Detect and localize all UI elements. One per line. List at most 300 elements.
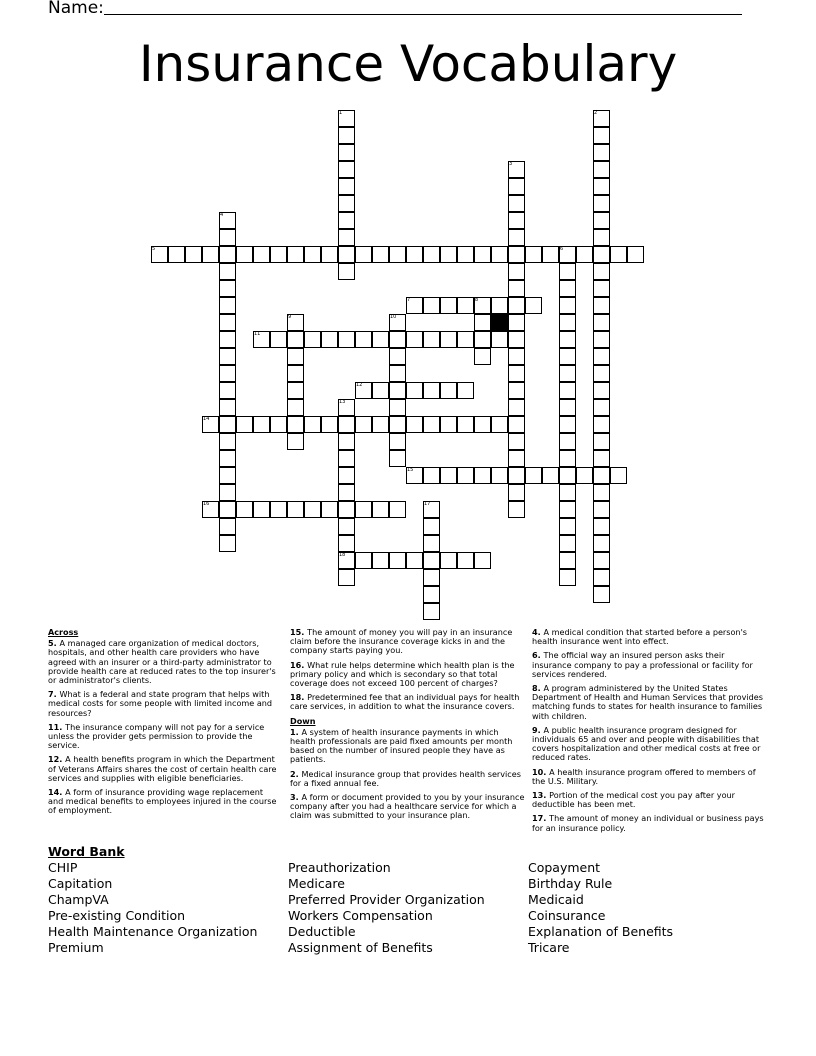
crossword-cell[interactable]	[508, 178, 525, 195]
word-bank-item: Deductible	[288, 924, 356, 939]
crossword-cell[interactable]	[202, 246, 219, 263]
crossword-cell[interactable]	[457, 246, 474, 263]
page-title: Insurance Vocabulary	[138, 35, 678, 93]
clue-number: 10	[390, 314, 397, 320]
crossword-cell[interactable]	[508, 450, 525, 467]
crossword-cell[interactable]	[423, 603, 440, 620]
clue-item-text: The official way an insured person asks their insurance company to pay a professional or facility for services rendered.	[532, 650, 753, 679]
crossword-cell[interactable]	[423, 331, 440, 348]
clues-column-3	[532, 628, 764, 838]
word-bank-item: Coinsurance	[528, 908, 606, 923]
black-cell	[491, 314, 508, 331]
crossword-cell[interactable]	[440, 382, 457, 399]
crossword-cell[interactable]	[219, 263, 236, 280]
clue-item-text: The amount of money you will pay in an insurance claim before the insurance coverage kicks in and the company starts paying you.	[290, 627, 513, 656]
crossword-cell[interactable]	[270, 246, 287, 263]
crossword-cell[interactable]	[389, 365, 406, 382]
crossword-cell[interactable]	[593, 467, 610, 484]
crossword-cell[interactable]	[389, 399, 406, 416]
crossword-cell[interactable]	[423, 416, 440, 433]
crossword-cell[interactable]	[168, 246, 185, 263]
crossword-cell[interactable]	[219, 433, 236, 450]
crossword-cell[interactable]	[389, 331, 406, 348]
crossword-cell[interactable]	[287, 331, 304, 348]
crossword-cell[interactable]	[219, 314, 236, 331]
crossword-cell[interactable]	[372, 382, 389, 399]
crossword-cell[interactable]	[287, 416, 304, 433]
crossword-cell[interactable]	[287, 246, 304, 263]
crossword-cell[interactable]	[559, 297, 576, 314]
crossword-cell[interactable]	[253, 246, 270, 263]
clue-item	[532, 726, 764, 763]
crossword-cell[interactable]	[219, 416, 236, 433]
crossword-cell[interactable]	[423, 382, 440, 399]
crossword-cell[interactable]	[304, 501, 321, 518]
clue-number: 8	[475, 297, 479, 303]
crossword-cell[interactable]	[474, 246, 491, 263]
clue-item-text: What rule helps determine which health plan is the primary policy and which is secondary so that total coverage does not exceed 100 percent of charges?	[290, 659, 515, 689]
crossword-cell[interactable]	[287, 348, 304, 365]
crossword-cell[interactable]	[372, 416, 389, 433]
crossword-cell[interactable]	[559, 518, 576, 535]
crossword-cell[interactable]	[525, 246, 542, 263]
crossword-cell[interactable]	[338, 127, 355, 144]
crossword-cell[interactable]	[559, 348, 576, 365]
clue-number: 1	[339, 110, 343, 116]
clue-item	[290, 661, 526, 689]
crossword-cell[interactable]	[508, 246, 525, 263]
crossword-cell[interactable]	[270, 331, 287, 348]
crossword-cell[interactable]	[338, 433, 355, 450]
crossword-cell[interactable]	[508, 331, 525, 348]
crossword-cell[interactable]	[321, 501, 338, 518]
crossword-cell[interactable]	[593, 127, 610, 144]
crossword-cell[interactable]	[593, 348, 610, 365]
clue-item-number: 17.	[532, 813, 550, 824]
crossword-cell[interactable]	[508, 399, 525, 416]
clue-item	[48, 690, 280, 718]
crossword-cell[interactable]	[627, 246, 644, 263]
crossword-cell[interactable]	[219, 331, 236, 348]
crossword-cell[interactable]	[389, 382, 406, 399]
crossword-cell[interactable]	[338, 467, 355, 484]
crossword-cell[interactable]	[372, 501, 389, 518]
word-bank-item: Medicare	[288, 876, 345, 891]
crossword-cell[interactable]	[219, 450, 236, 467]
crossword-cell[interactable]	[559, 263, 576, 280]
crossword-cell[interactable]	[338, 331, 355, 348]
word-bank-item: Copayment	[528, 860, 601, 875]
crossword-cell[interactable]	[508, 365, 525, 382]
word-bank-item: Medicaid	[528, 892, 584, 907]
word-bank-item: Birthday Rule	[528, 876, 613, 891]
clue-item-text: The insurance company will not pay for a service unless the provider gets permission to provide the service.	[48, 721, 265, 751]
clue-item	[290, 770, 526, 788]
crossword-cell[interactable]	[474, 416, 491, 433]
crossword-cell[interactable]	[559, 484, 576, 501]
clue-number: 9	[288, 314, 292, 320]
clue-item	[48, 723, 280, 751]
clue-item-number: 2.	[290, 768, 302, 779]
crossword-cell[interactable]	[389, 348, 406, 365]
clue-item-text: A health insurance program offered to members of the U.S. Military.	[532, 766, 756, 786]
crossword-cell[interactable]	[474, 348, 491, 365]
crossword-cell[interactable]	[423, 467, 440, 484]
crossword-cell[interactable]	[355, 501, 372, 518]
crossword-cell[interactable]	[219, 467, 236, 484]
crossword-cell[interactable]	[593, 229, 610, 246]
crossword-cell[interactable]	[593, 382, 610, 399]
crossword-cell[interactable]	[423, 297, 440, 314]
crossword-cell[interactable]	[508, 195, 525, 212]
crossword-cell[interactable]	[457, 382, 474, 399]
clue-item-text: A managed care organization of medical doctors, hospitals, and other health care providers who have agreed with an insurer or a third-party administrator to provide health care at reduced rates to the top insurer's or administrator's clients.	[48, 638, 276, 686]
crossword-cell[interactable]	[559, 280, 576, 297]
crossword-cell[interactable]	[338, 212, 355, 229]
crossword-cell[interactable]	[508, 314, 525, 331]
crossword-cell[interactable]	[372, 552, 389, 569]
clue-item-number: 7.	[48, 689, 60, 700]
crossword-cell[interactable]	[219, 535, 236, 552]
crossword-cell[interactable]	[508, 348, 525, 365]
crossword-cell[interactable]	[236, 246, 253, 263]
crossword-cell[interactable]	[525, 467, 542, 484]
crossword-cell[interactable]	[559, 501, 576, 518]
crossword-cell[interactable]	[491, 246, 508, 263]
clue-number: 13	[339, 399, 346, 405]
clue-number: 4	[220, 212, 224, 218]
crossword-cell[interactable]	[338, 501, 355, 518]
crossword-cell[interactable]	[508, 467, 525, 484]
crossword-cell[interactable]	[610, 246, 627, 263]
crossword-cell[interactable]	[508, 263, 525, 280]
crossword-cell[interactable]	[355, 246, 372, 263]
crossword-cell[interactable]	[270, 416, 287, 433]
crossword-cell[interactable]	[559, 569, 576, 586]
crossword-cell[interactable]	[542, 467, 559, 484]
crossword-cell[interactable]	[457, 331, 474, 348]
crossword-cell[interactable]	[593, 144, 610, 161]
crossword-cell[interactable]	[338, 178, 355, 195]
crossword-cell[interactable]	[576, 246, 593, 263]
crossword-cell[interactable]	[593, 399, 610, 416]
crossword-cell[interactable]	[593, 195, 610, 212]
crossword-cell[interactable]	[219, 365, 236, 382]
crossword-cell[interactable]	[491, 297, 508, 314]
crossword-cell[interactable]	[508, 229, 525, 246]
crossword-cell[interactable]	[253, 501, 270, 518]
clue-item	[532, 814, 764, 832]
clue-item	[48, 639, 280, 685]
clue-item-number: 4.	[532, 627, 544, 637]
crossword-cell[interactable]	[593, 450, 610, 467]
crossword-cell[interactable]	[219, 229, 236, 246]
crossword-cell[interactable]	[457, 467, 474, 484]
crossword-cell[interactable]	[593, 263, 610, 280]
crossword-cell[interactable]	[423, 552, 440, 569]
crossword-cell[interactable]	[423, 586, 440, 603]
crossword-cell[interactable]	[287, 382, 304, 399]
crossword-cell[interactable]	[219, 246, 236, 263]
crossword-cell[interactable]	[389, 433, 406, 450]
clue-item-number: 15.	[290, 627, 308, 637]
crossword-cell[interactable]	[270, 501, 287, 518]
crossword-cell[interactable]	[304, 246, 321, 263]
crossword-cell[interactable]	[287, 399, 304, 416]
clue-item-text: A public health insurance program designed for individuals 65 and over and people with disabilities that covers hospitalization and other medical costs at free or reduced rates.	[532, 724, 761, 763]
crossword-cell[interactable]	[576, 467, 593, 484]
crossword-cell[interactable]	[559, 433, 576, 450]
across-heading: Across	[48, 627, 79, 637]
crossword-cell[interactable]	[593, 518, 610, 535]
word-bank-item: Assignment of Benefits	[288, 940, 433, 955]
crossword-cell[interactable]	[338, 195, 355, 212]
crossword-cell[interactable]	[593, 161, 610, 178]
crossword-cell[interactable]	[610, 467, 627, 484]
clue-item-text: What is a federal and state program that helps with medical costs for some people with limited income and resources?	[48, 689, 273, 718]
crossword-cell[interactable]	[423, 569, 440, 586]
crossword-cell[interactable]	[593, 178, 610, 195]
crossword-cell[interactable]	[542, 246, 559, 263]
clue-item	[532, 791, 764, 809]
crossword-cell[interactable]	[440, 331, 457, 348]
crossword-cell[interactable]	[338, 161, 355, 178]
clue-item-text: A form of insurance providing wage replacement and medical benefits to employees injured in the course of employment.	[48, 787, 277, 816]
word-bank-title: Word Bank	[48, 844, 125, 859]
crossword-cell[interactable]	[559, 365, 576, 382]
crossword-cell[interactable]	[593, 535, 610, 552]
clue-item-text: Portion of the medical cost you pay after your deductible has been met.	[532, 790, 736, 810]
down-heading: Down	[290, 715, 316, 726]
crossword-cell[interactable]	[372, 246, 389, 263]
crossword-cell[interactable]	[219, 348, 236, 365]
crossword-cell[interactable]	[219, 399, 236, 416]
crossword-cell[interactable]	[389, 552, 406, 569]
clues-column-1	[48, 628, 280, 821]
crossword-cell[interactable]	[559, 314, 576, 331]
crossword-cell[interactable]	[491, 416, 508, 433]
crossword-cell[interactable]	[304, 331, 321, 348]
crossword-cell[interactable]	[593, 314, 610, 331]
crossword-cell[interactable]	[219, 484, 236, 501]
crossword-cell[interactable]	[338, 246, 355, 263]
crossword-cell[interactable]	[593, 212, 610, 229]
crossword-cell[interactable]	[457, 297, 474, 314]
crossword-cell[interactable]	[559, 399, 576, 416]
crossword-cell[interactable]	[508, 297, 525, 314]
crossword-cell[interactable]	[321, 331, 338, 348]
crossword-cell[interactable]	[389, 501, 406, 518]
crossword-cell[interactable]	[508, 416, 525, 433]
clue-number: 18	[339, 552, 346, 558]
crossword-cell[interactable]	[457, 552, 474, 569]
word-bank-column-1	[48, 860, 257, 956]
crossword-cell[interactable]	[287, 501, 304, 518]
crossword-cell[interactable]	[287, 433, 304, 450]
crossword-cell[interactable]	[593, 484, 610, 501]
crossword-cell[interactable]	[406, 246, 423, 263]
crossword-cell[interactable]	[423, 535, 440, 552]
crossword-cell[interactable]	[389, 416, 406, 433]
clue-item	[532, 684, 764, 721]
crossword-cell[interactable]	[474, 467, 491, 484]
crossword-cell[interactable]	[508, 433, 525, 450]
word-bank-item: Capitation	[48, 876, 113, 891]
clue-number: 17	[424, 501, 431, 507]
clue-item-number: 1.	[290, 726, 302, 737]
clue-item-number: 18.	[290, 692, 308, 703]
crossword-cell[interactable]	[457, 416, 474, 433]
clue-item-number: 6.	[532, 650, 544, 661]
crossword-cell[interactable]	[593, 569, 610, 586]
crossword-cell[interactable]	[559, 467, 576, 484]
clue-item-number: 14.	[48, 787, 66, 798]
crossword-cell[interactable]	[508, 212, 525, 229]
word-bank-item: Premium	[48, 940, 104, 955]
crossword-cell[interactable]	[406, 416, 423, 433]
crossword-cell[interactable]	[219, 280, 236, 297]
clue-item	[48, 755, 280, 783]
crossword-cell[interactable]	[236, 501, 253, 518]
crossword-cell[interactable]	[321, 416, 338, 433]
crossword-cell[interactable]	[593, 246, 610, 263]
clue-item	[290, 793, 526, 821]
crossword-cell[interactable]	[389, 246, 406, 263]
clue-item	[290, 728, 526, 765]
clue-number: 2	[594, 110, 598, 116]
crossword-cell[interactable]	[525, 297, 542, 314]
crossword-cell[interactable]	[338, 518, 355, 535]
word-bank-item: Preferred Provider Organization	[288, 892, 485, 907]
crossword-cell[interactable]	[355, 552, 372, 569]
clue-item-text: The amount of money an individual or business pays for an insurance policy.	[532, 813, 764, 833]
crossword-cell[interactable]	[219, 382, 236, 399]
crossword-cell[interactable]	[491, 467, 508, 484]
crossword-cell[interactable]	[440, 416, 457, 433]
clue-item-number: 5.	[48, 638, 60, 649]
clue-item-number: 12.	[48, 754, 66, 765]
crossword-cell[interactable]	[440, 246, 457, 263]
crossword-cell[interactable]	[491, 331, 508, 348]
clue-number: 3	[509, 161, 513, 167]
crossword-cell[interactable]	[593, 280, 610, 297]
crossword-cell[interactable]	[338, 416, 355, 433]
crossword-cell[interactable]	[321, 246, 338, 263]
crossword-cell[interactable]	[406, 331, 423, 348]
clue-item	[532, 628, 764, 646]
crossword-cell[interactable]	[508, 382, 525, 399]
crossword-cell[interactable]	[338, 450, 355, 467]
crossword-cell[interactable]	[593, 433, 610, 450]
crossword-cell[interactable]	[508, 280, 525, 297]
clue-number: 11	[254, 331, 261, 337]
word-bank-item: Explanation of Benefits	[528, 924, 674, 939]
clue-number: 7	[407, 297, 411, 303]
crossword-cell[interactable]	[593, 365, 610, 382]
crossword-cell[interactable]	[508, 484, 525, 501]
crossword-cell[interactable]	[593, 416, 610, 433]
crossword-cell[interactable]	[338, 144, 355, 161]
clue-item-text: A program administered by the United States Department of Health and Human Services that provides matching funds to states for health insurance to families with children.	[532, 683, 763, 721]
crossword-cell[interactable]	[559, 450, 576, 467]
crossword-cell[interactable]	[338, 535, 355, 552]
word-bank-item: Health Maintenance Organization	[48, 924, 258, 939]
clue-item-number: 16.	[290, 659, 308, 670]
crossword-cell[interactable]	[253, 416, 270, 433]
clue-number: 16	[203, 501, 210, 507]
crossword-cell[interactable]	[219, 297, 236, 314]
crossword-cell[interactable]	[593, 297, 610, 314]
word-bank-item: CHIP	[48, 860, 78, 875]
crossword-cell[interactable]	[287, 365, 304, 382]
word-bank-item: Preauthorization	[288, 860, 391, 875]
crossword-cell[interactable]	[406, 382, 423, 399]
crossword-cell[interactable]	[219, 518, 236, 535]
crossword-cell[interactable]	[593, 331, 610, 348]
clue-item-text: Predetermined fee that an individual pays for health care services, in addition to what the insurance covers.	[290, 692, 520, 712]
clue-item	[290, 628, 526, 656]
crossword-cell[interactable]	[440, 467, 457, 484]
word-bank-column-3	[528, 860, 673, 956]
clue-item-text: A health benefits program in which the Department of Veterans Affairs shares the cost of certain health care services and supplies with eligible beneficiaries.	[48, 754, 277, 783]
crossword-cell[interactable]	[440, 552, 457, 569]
crossword-cell[interactable]	[304, 416, 321, 433]
crossword-cell[interactable]	[474, 314, 491, 331]
crossword-cell[interactable]	[372, 331, 389, 348]
crossword-cell[interactable]	[559, 382, 576, 399]
crossword-cell[interactable]	[338, 484, 355, 501]
clue-item	[532, 651, 764, 679]
crossword-cell[interactable]	[338, 569, 355, 586]
crossword-cell[interactable]	[559, 535, 576, 552]
crossword-cell[interactable]	[423, 518, 440, 535]
crossword-cell[interactable]	[219, 501, 236, 518]
crossword-cell[interactable]	[559, 552, 576, 569]
word-bank-item: ChampVA	[48, 892, 109, 907]
crossword-cell[interactable]	[423, 246, 440, 263]
crossword-cell[interactable]	[406, 552, 423, 569]
crossword-cell[interactable]	[440, 297, 457, 314]
clues-column-2	[290, 628, 526, 826]
crossword-cell[interactable]	[559, 416, 576, 433]
crossword-cell[interactable]	[185, 246, 202, 263]
crossword-cell[interactable]	[593, 501, 610, 518]
crossword-cell[interactable]	[338, 263, 355, 280]
clue-item-text: A system of health insurance payments in which health professionals are paid fixed amounts per month based on the number of insured people they have as patients.	[290, 726, 513, 765]
clue-number: 6	[560, 246, 564, 252]
word-bank-column-2	[288, 860, 485, 956]
clue-item-number: 10.	[532, 766, 550, 777]
crossword-cell[interactable]	[389, 450, 406, 467]
clue-item-text: Medical insurance group that provides health services for a fixed annual fee.	[290, 768, 521, 788]
crossword-cell[interactable]	[338, 229, 355, 246]
crossword-cell[interactable]	[474, 331, 491, 348]
crossword-cell[interactable]	[559, 331, 576, 348]
clue-item-number: 3.	[290, 792, 302, 803]
crossword-cell[interactable]	[355, 416, 372, 433]
clue-item-number: 11.	[48, 721, 66, 732]
crossword-cell[interactable]	[508, 501, 525, 518]
crossword-cell[interactable]	[593, 552, 610, 569]
crossword-cell[interactable]	[355, 331, 372, 348]
crossword-cell[interactable]	[474, 552, 491, 569]
crossword-cell[interactable]	[593, 586, 610, 603]
name-label: Name:	[48, 0, 104, 18]
word-bank-item: Workers Compensation	[288, 908, 433, 923]
clue-number: 15	[407, 467, 414, 473]
crossword-cell[interactable]	[236, 416, 253, 433]
clue-item-text: A form or document provided to you by your insurance company after you had a healthcare service for which a claim was submitted to your insurance plan.	[290, 792, 525, 821]
